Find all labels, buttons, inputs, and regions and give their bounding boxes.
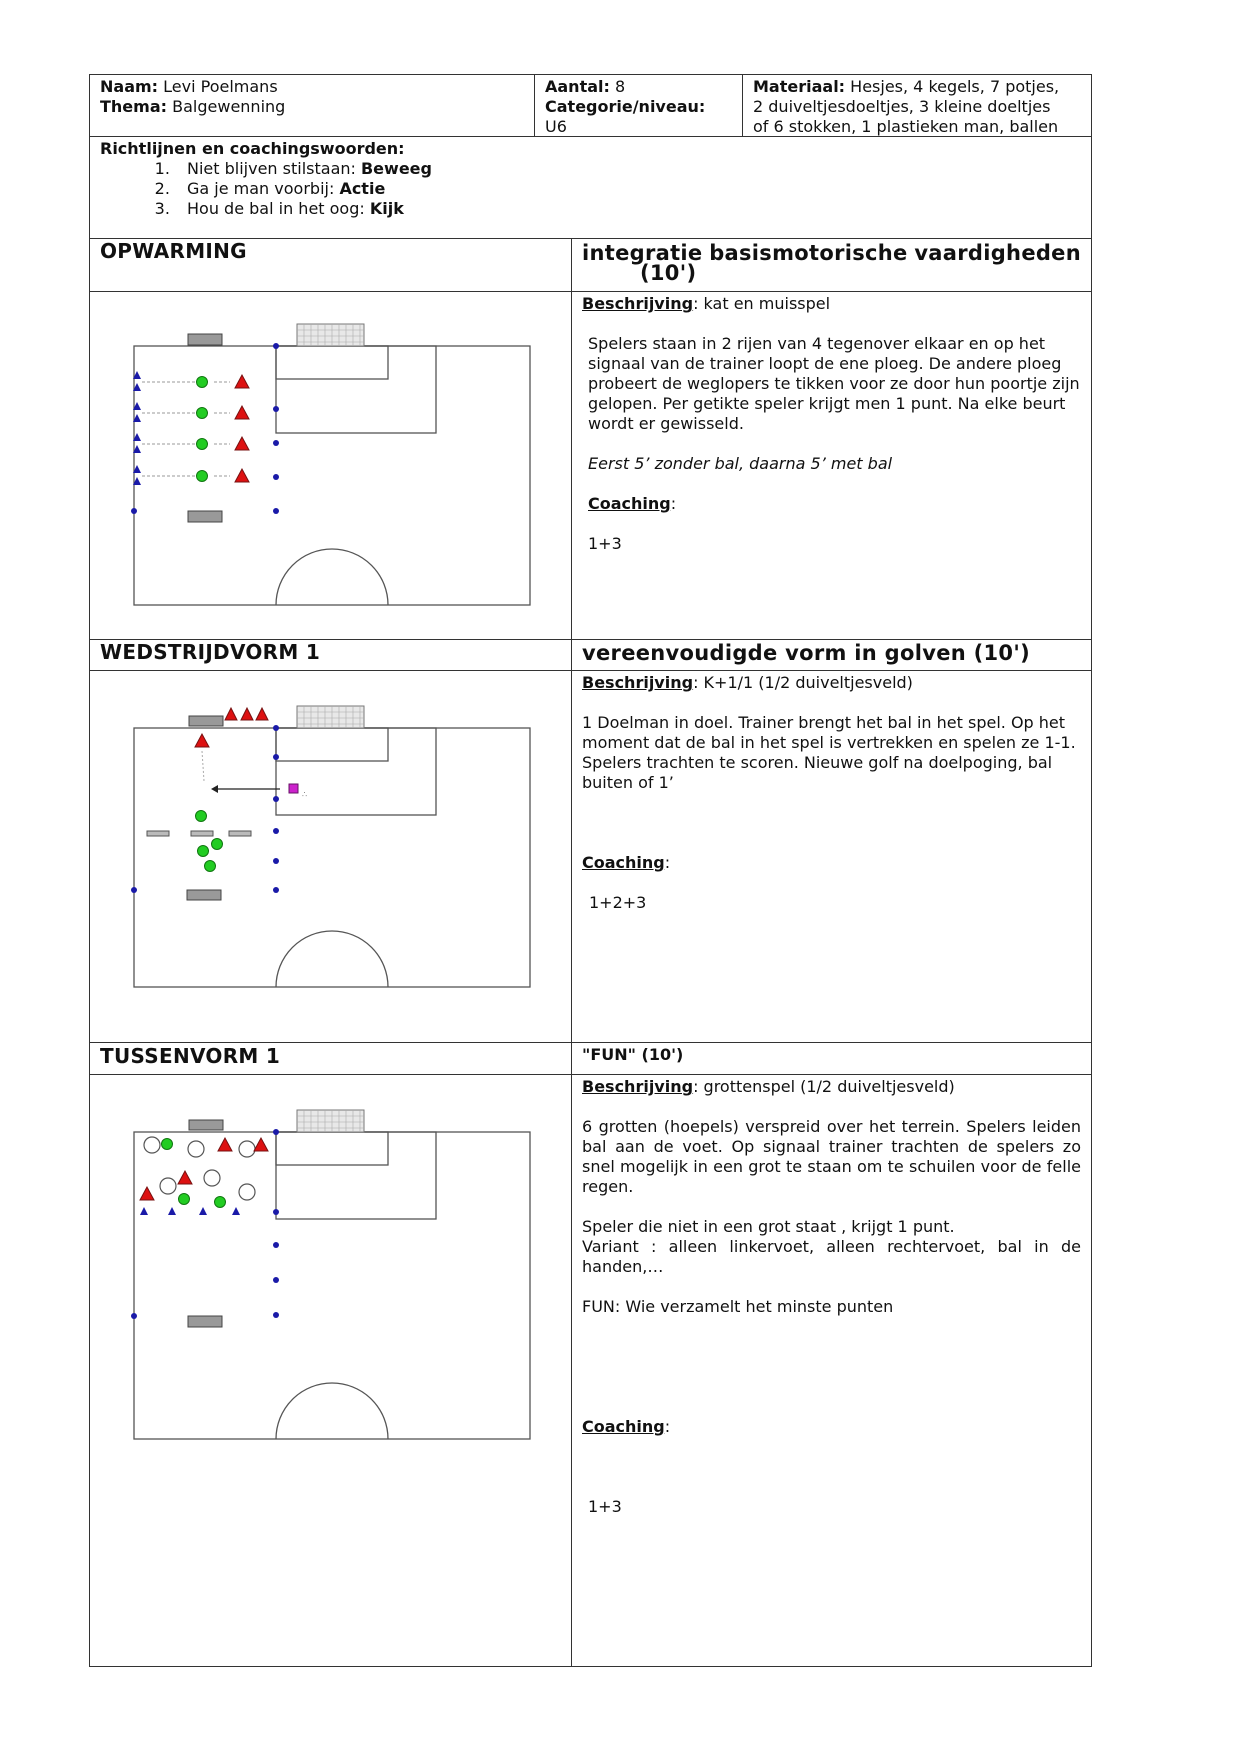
section-2-title-row <box>89 640 1092 671</box>
guideline-item: 2. Ga je man voorbij: Actie <box>175 179 1081 199</box>
section-3-title: TUSSENVORM 1 <box>90 1043 572 1074</box>
section-3-desc-short: grottenspel (1/2 duiveltjesveld) <box>703 1077 955 1096</box>
diagram-grottenspel <box>90 1075 572 1667</box>
name-label: Naam: <box>100 77 159 96</box>
section-3-coaching-label: Coaching <box>582 1417 665 1436</box>
section-3-variant-text: Variant : alleen linkervoet, alleen rechtervoet, bal in de handen,… <box>582 1237 1081 1276</box>
section-3-desc-text-2: Speler die niet in een grot staat , krijgt 1 punt. <box>582 1217 955 1236</box>
theme-value: Balgewenning <box>172 97 286 116</box>
section-1-desc-label: Beschrijving <box>582 294 694 313</box>
header-row <box>89 74 1092 137</box>
category-value: U6 <box>545 117 567 136</box>
diagram-vereenvoudigde-vorm <box>90 671 572 1043</box>
section-2-diagram-cell <box>90 671 572 1042</box>
section-2-coaching-value: 1+2+3 <box>589 893 647 912</box>
section-3-desc-label: Beschrijving <box>582 1077 694 1096</box>
section-1-text-cell: Beschrijving: kat en muisspel Spelers staan in 2 rijen van 4 tegenover elkaar en op het signaal van de trainer loopt de ene ploeg. De andere ploeg probeert de weglopers te tikken voor ze door hun poortje zijn gelopen. Per getikte speler krijgt men 1 punt. Na elke beurt wordt er gewisseld. Eerst 5’ zonder bal, daarna 5’ met bal Coaching: 1+3 <box>582 294 1080 553</box>
count-category-cell <box>535 75 743 136</box>
guideline-item: 1. Niet blijven stilstaan: Beweeg <box>175 159 1081 179</box>
section-1-body-row <box>89 292 1092 640</box>
section-3-coaching-value: 1+3 <box>588 1497 622 1516</box>
section-2-desc-label: Beschrijving <box>582 673 694 692</box>
section-2-theme: vereenvoudigde vorm in golven (10') <box>582 641 1030 665</box>
guidelines-title: Richtlijnen en coachingswoorden: <box>100 139 405 158</box>
guidelines-row <box>89 137 1092 239</box>
section-3-theme: "FUN" (10') <box>582 1045 684 1064</box>
section-1-coaching-label: Coaching <box>588 494 671 513</box>
count-value: 8 <box>615 77 626 96</box>
section-1-note: Eerst 5’ zonder bal, daarna 5’ met bal <box>588 454 893 473</box>
section-2-desc-short: K+1/1 (1/2 duiveltjesveld) <box>703 673 913 692</box>
section-1-theme-line-2: (10') <box>640 261 697 285</box>
section-3-body-row <box>89 1075 1092 1667</box>
section-1-desc-short: kat en muisspel <box>703 294 831 313</box>
section-3-text-cell: Beschrijving: grottenspel (1/2 duiveltjesveld) 6 grotten (hoepels) verspreid over het terrein. Spelers leiden bal aan de voet. Op signaal trainer trachten de spelers zo snel mogelijk in een grot te staan om te schuilen voor de felle regen. Speler die niet in een grot staat , krijgt 1 punt. Variant : alleen linkervoet, alleen rechtervoet, bal in de handen,… FUN: Wie verzamelt het minste punten Coaching: 1+3 <box>582 1077 1081 1516</box>
category-label: Categorie/niveau: <box>545 97 706 116</box>
count-label: Aantal: <box>545 77 610 96</box>
section-1-theme <box>572 239 1091 291</box>
section-2-title: WEDSTRIJDVORM 1 <box>90 640 572 670</box>
theme-label: Thema: <box>100 97 168 116</box>
section-1-coaching-value: 1+3 <box>588 534 622 553</box>
section-3-fun-text: FUN: Wie verzamelt het minste punten <box>582 1297 894 1316</box>
section-3-title-row <box>89 1043 1092 1075</box>
name-value: Levi Poelmans <box>163 77 278 96</box>
material-label: Materiaal: <box>753 77 846 96</box>
section-3-desc-text: 6 grotten (hoepels) verspreid over het terrein. Spelers leiden bal aan de voet. Op signaal trainer trachten de spelers zo snel mogelijk in een grot te staan om te schuilen voor de felle regen. <box>582 1117 1081 1196</box>
section-1-title: OPWARMING <box>90 239 572 291</box>
svg-text:∴: ∴ <box>302 790 308 799</box>
guidelines-cell <box>90 137 1091 238</box>
section-3-diagram-cell <box>90 1075 572 1666</box>
section-1-diagram-cell <box>90 292 572 639</box>
material-line-3: of 6 stokken, 1 plastieken man, ballen <box>753 117 1059 136</box>
training-sheet <box>89 74 1092 1667</box>
material-cell <box>743 75 1091 136</box>
section-2-text-cell: Beschrijving: K+1/1 (1/2 duiveltjesveld) 1 Doelman in doel. Trainer brengt het bal in het spel. Op het moment dat de bal in het spel is vertrekken en spelen ze 1-1. Spelers trachten te scoren. Nieuwe golf na doelpoging, bal buiten of 1’ Coaching: 1+2+3 <box>572 671 1091 1042</box>
diagram-kat-en-muisspel <box>90 292 572 640</box>
section-2-body-row <box>89 671 1092 1043</box>
section-2-coaching-label: Coaching <box>582 853 665 872</box>
section-1-theme-line-1: integratie basismotorische vaardigheden <box>582 241 1081 265</box>
section-1-title-row <box>89 239 1092 292</box>
name-theme-cell <box>90 75 535 136</box>
guideline-item: 3. Hou de bal in het oog: Kijk <box>175 199 1081 219</box>
material-line-2: 2 duiveltjesdoeltjes, 3 kleine doeltjes <box>753 97 1051 116</box>
material-line-1: Hesjes, 4 kegels, 7 potjes, <box>850 77 1060 96</box>
section-2-desc-text: 1 Doelman in doel. Trainer brengt het bal in het spel. Op het moment dat de bal in het spel is vertrekken en spelen ze 1-1. Spelers trachten te scoren. Nieuwe golf na doelpoging, bal buiten of 1’ <box>582 713 1076 792</box>
section-1-desc-text: Spelers staan in 2 rijen van 4 tegenover elkaar en op het signaal van de trainer loopt de ene ploeg. De andere ploeg probeert de weglopers te tikken voor ze door hun poortje zijn gelopen. Per getikte speler krijgt men 1 punt. Na elke beurt wordt er gewisseld. <box>588 334 1080 433</box>
guidelines-list <box>100 159 1081 219</box>
